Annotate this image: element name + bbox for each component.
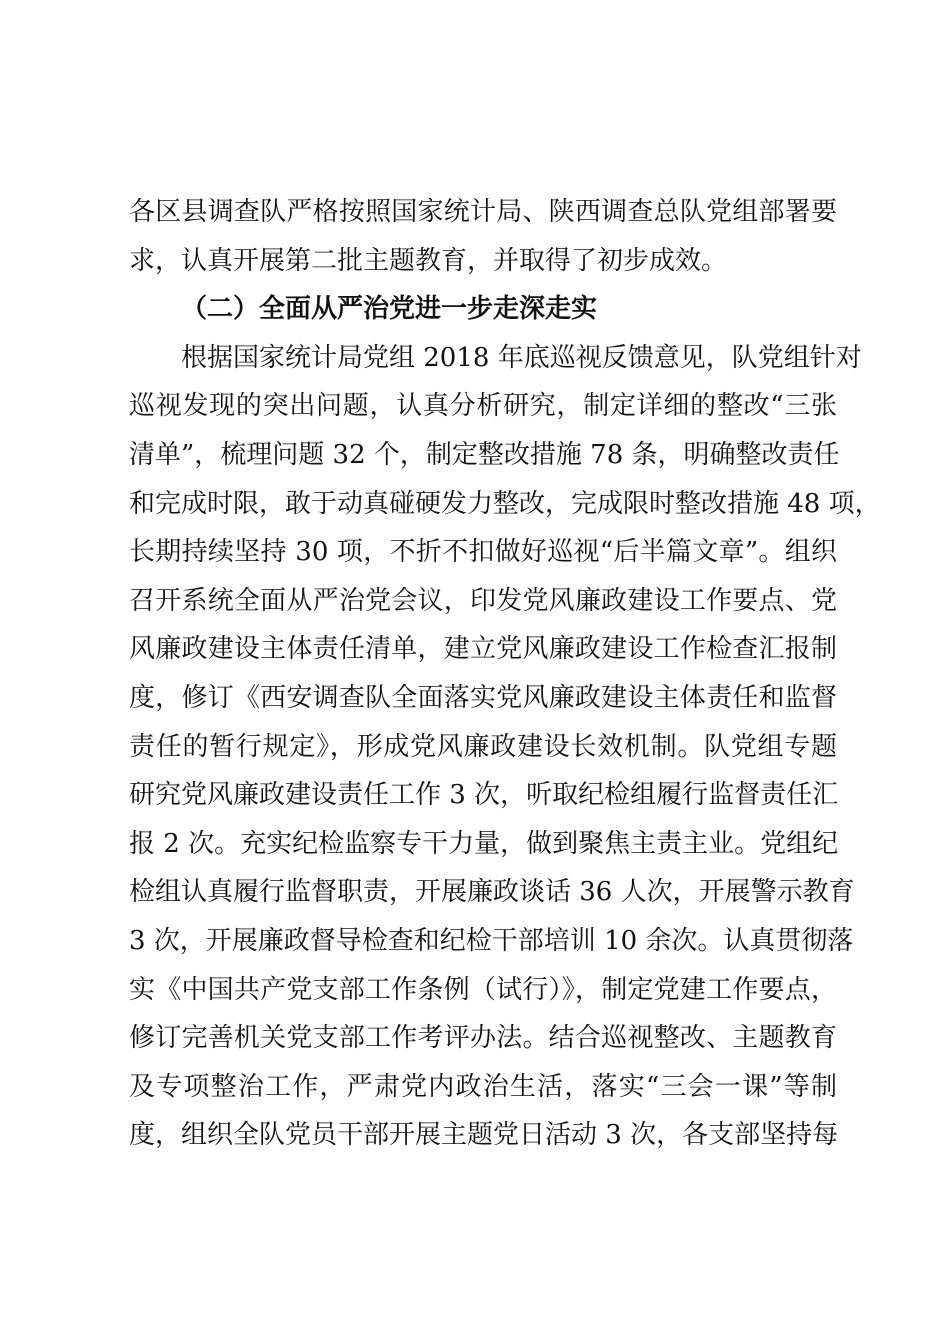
text-line: 风廉政建设主体责任清单，建立党风廉政建设工作检查汇报制	[129, 634, 837, 665]
text-line: 检组认真履行监督职责，开展廉政谈话 36 人次，开展警示教育	[129, 877, 855, 908]
text-line: 及专项整治工作，严肃党内政治生活，落实“三会一课”等制	[129, 1071, 837, 1102]
text-line: 清单”，梳理问题 32 个，制定整改措施 78 条，明确整改责任	[129, 439, 840, 470]
text-line: 3 次，开展廉政督导检查和纪检干部培训 10 余次。认真贯彻落	[129, 925, 854, 956]
text-line: 巡视发现的突出问题，认真分析研究，制定详细的整改“三张	[129, 391, 837, 422]
text-line: 根据国家统计局党组 2018 年底巡视反馈意见，队党组针对	[181, 342, 862, 373]
section-heading: （二）全面从严治党进一步走深走实	[181, 294, 598, 325]
text-line: 报 2 次。充实纪检监察专干力量，做到聚焦主责主业。党组纪	[129, 828, 839, 859]
text-line: 求，认真开展第二批主题教育，并取得了初步成效。	[129, 245, 728, 276]
text-line: 实《中国共产党支部工作条例（试行）》，制定党建工作要点，	[129, 974, 837, 1005]
text-line: 各区县调查队严格按照国家统计局、陕西调查总队党组部署要	[129, 197, 837, 227]
text-line: 召开系统全面从严治党会议，印发党风廉政建设工作要点、党	[129, 585, 837, 616]
text-line: 度，修订《西安调查队全面落实党风廉政建设主体责任和监督	[129, 682, 837, 713]
document-body	[129, 188, 881, 1160]
text-line: 度，组织全队党员干部开展主题党日活动 3 次，各支部坚持每	[129, 1120, 839, 1151]
text-line: 修订完善机关党支部工作考评办法。结合巡视整改、主题教育	[129, 1023, 837, 1054]
text-line: 和完成时限，敢于动真碰硬发力整改，完成限时整改措施 48 项，	[129, 488, 881, 519]
paragraph-continuation	[129, 188, 837, 285]
paragraph-body	[129, 334, 881, 1160]
text-line: 责任的暂行规定》，形成党风廉政建设长效机制。队党组专题	[129, 731, 837, 762]
text-line: 长期持续坚持 30 项，不折不扣做好巡视“后半篇文章”。组织	[129, 537, 837, 568]
text-line: 研究党风廉政建设责任工作 3 次，听取纪检组履行监督责任汇	[129, 780, 839, 811]
